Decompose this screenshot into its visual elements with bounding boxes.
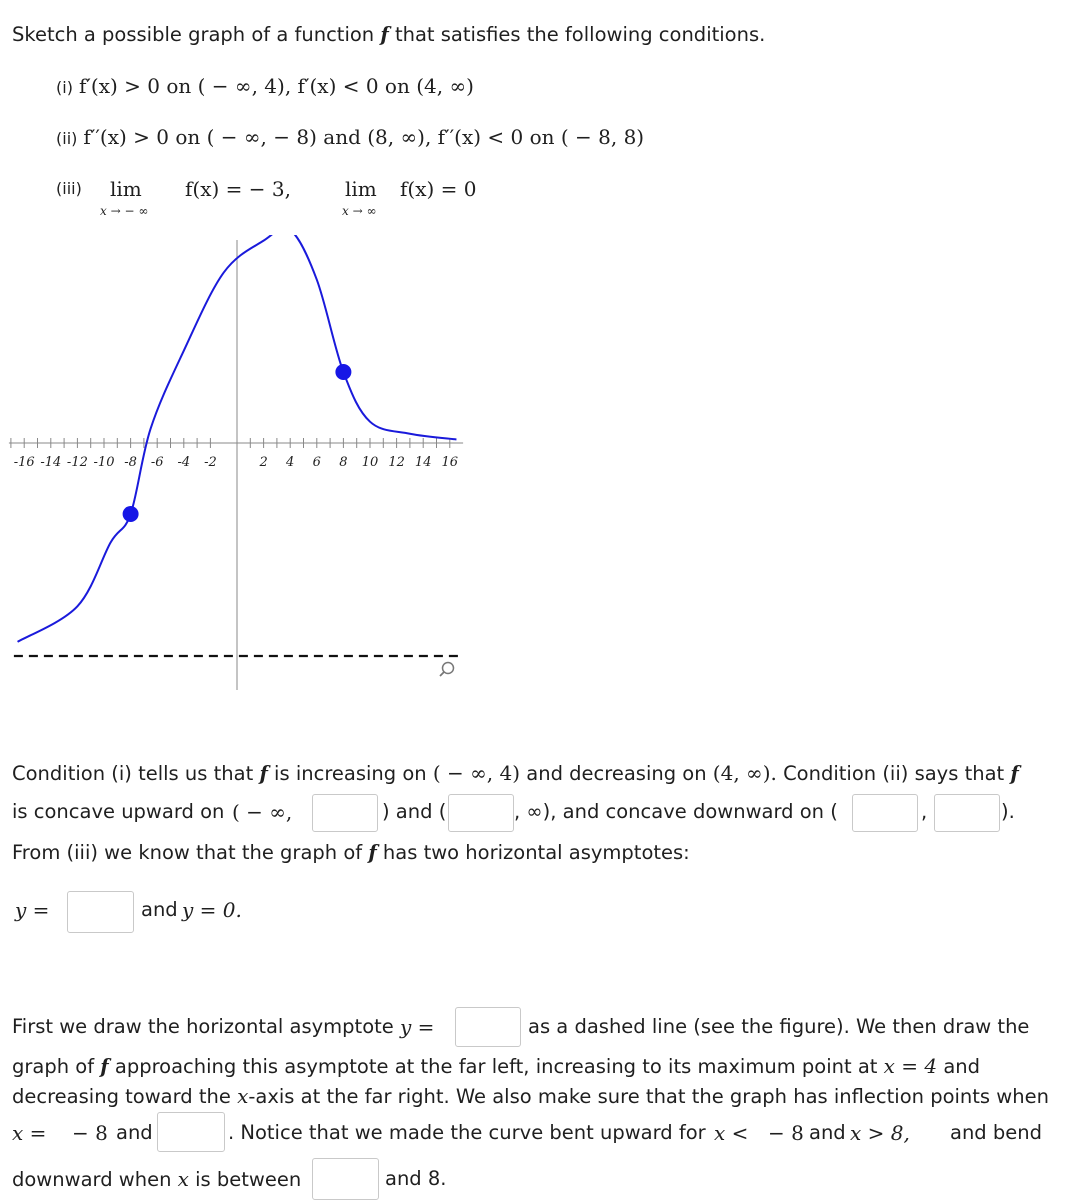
p1-s2: is increasing on bbox=[274, 762, 427, 785]
p2-a1m: y = bbox=[400, 1015, 435, 1039]
condition-iii-label: (iii) bbox=[56, 179, 82, 198]
limit-1-subscript: x → − ∞ bbox=[100, 204, 149, 218]
p1-s4: Condition (ii) says that bbox=[783, 762, 1005, 785]
p2-d7: and bbox=[809, 1121, 846, 1144]
p2-d1: x = bbox=[12, 1121, 47, 1145]
p1-m1: ( − ∞, 4) bbox=[432, 761, 521, 785]
limit-2-expression: f(x) = 0 bbox=[400, 177, 477, 201]
x-tick-label: -10 bbox=[93, 455, 115, 470]
answer-box-asymptote[interactable] bbox=[67, 891, 134, 933]
p2-c1: decreasing toward the bbox=[12, 1085, 231, 1108]
p1-f3: f bbox=[368, 841, 377, 864]
x-tick-label: 4 bbox=[286, 455, 295, 470]
answer-box-concave-down-end[interactable] bbox=[934, 794, 1000, 832]
magnifier-icon[interactable] bbox=[440, 663, 454, 677]
condition-ii-text: f′′(x) > 0 on ( − ∞, − 8) and (8, ∞), f′′(x) < 0 on ( − 8, 8) bbox=[83, 125, 645, 149]
intro-f: f bbox=[380, 23, 389, 46]
x-tick-label: 10 bbox=[361, 455, 379, 470]
p1-concave-up-text: is concave upward on bbox=[12, 800, 225, 823]
p2-d2: − 8 bbox=[72, 1121, 108, 1145]
x-tick-label: 2 bbox=[259, 455, 268, 470]
paragraph-2-line-2 bbox=[12, 1053, 980, 1080]
p2-d3: and bbox=[116, 1121, 153, 1144]
condition-ii-label: (ii) bbox=[56, 129, 78, 148]
x-tick-label: -14 bbox=[40, 455, 62, 470]
p2-e3: is between bbox=[195, 1168, 302, 1191]
x-tick-label: -4 bbox=[177, 455, 191, 470]
p1-comma: , bbox=[921, 800, 928, 823]
intro-end: that satisfies the following conditions. bbox=[394, 23, 766, 46]
p2-d8: x > 8, bbox=[850, 1121, 910, 1145]
p2-b3: and bbox=[943, 1055, 981, 1078]
inflection-point bbox=[123, 506, 139, 522]
answer-box-inflection[interactable] bbox=[157, 1112, 225, 1152]
limit-1-word: lim bbox=[110, 177, 142, 201]
limit-2-word: lim bbox=[345, 177, 377, 201]
answer-box-concave-down-between[interactable] bbox=[312, 1158, 379, 1200]
p2-a2: as a dashed line (see the figure). We then draw the bbox=[528, 1015, 1030, 1038]
p2-e4: and 8. bbox=[385, 1167, 447, 1190]
paragraph-2-line-3 bbox=[12, 1083, 1049, 1110]
p2-cm: x bbox=[237, 1084, 249, 1108]
x-tick-label: -12 bbox=[66, 455, 88, 470]
p2-d6: − 8 bbox=[768, 1121, 804, 1145]
p2-d9: and bend bbox=[950, 1121, 1042, 1144]
inflection-point bbox=[335, 364, 351, 380]
paragraph-1-line-1 bbox=[12, 760, 1019, 787]
x-tick-label: 6 bbox=[312, 455, 321, 470]
p1-concave-down-text: , ∞), and concave downward on ( bbox=[514, 800, 838, 823]
p1-and-text: ) and ( bbox=[382, 800, 447, 823]
p1-f: f bbox=[259, 762, 268, 785]
p2-b1: graph of bbox=[12, 1055, 95, 1078]
x-tick-label: -6 bbox=[150, 455, 164, 470]
paragraph-2-line-5 bbox=[12, 1166, 301, 1193]
p2-d4: . Notice that we made the curve bent upward for bbox=[228, 1121, 706, 1144]
p2-d5: x < bbox=[714, 1121, 749, 1145]
p1-s3: and decreasing on bbox=[526, 762, 707, 785]
p1-close: ). bbox=[1001, 800, 1015, 823]
asymptote-y-label: y = bbox=[15, 898, 50, 922]
x-tick-label: 16 bbox=[441, 455, 459, 470]
p1-l3b: has two horizontal asymptotes: bbox=[382, 841, 690, 864]
p1-l3a: From (iii) we know that the graph of bbox=[12, 841, 363, 864]
asymptote-and: and bbox=[141, 898, 178, 921]
p1-f2: f bbox=[1010, 762, 1019, 785]
x-tick-label: -8 bbox=[124, 455, 137, 470]
intro bbox=[12, 22, 765, 48]
x-tick-label: 14 bbox=[414, 455, 432, 470]
limit-1-expression: f(x) = − 3, bbox=[185, 177, 291, 201]
p1-m3: ( − ∞, bbox=[232, 800, 293, 824]
p2-a1: First we draw the horizontal asymptote bbox=[12, 1015, 394, 1038]
limit-2-subscript: x → ∞ bbox=[342, 204, 377, 218]
x-tick-label: -2 bbox=[204, 455, 217, 470]
x-tick-label: 12 bbox=[388, 455, 405, 470]
p1-m2: (4, ∞). bbox=[712, 761, 777, 785]
answer-box-concave-up-start[interactable] bbox=[448, 794, 514, 832]
condition-i-text: f′(x) > 0 on ( − ∞, 4), f′(x) < 0 on (4, ∞) bbox=[78, 74, 474, 98]
paragraph-1-line-3 bbox=[12, 840, 690, 866]
p2-bf: f bbox=[100, 1055, 109, 1078]
p2-c2: -axis at the far right. We also make sure that the graph has inflection points when bbox=[248, 1085, 1049, 1108]
p2-b2: approaching this asymptote at the far left, increasing to its maximum point at bbox=[114, 1055, 878, 1078]
answer-box-dashed-asymptote[interactable] bbox=[455, 1007, 521, 1047]
p2-e1: downward when bbox=[12, 1168, 172, 1191]
condition-i bbox=[56, 73, 474, 101]
asymptote-y0: y = 0. bbox=[182, 898, 242, 922]
p2-e2: x bbox=[177, 1167, 189, 1191]
answer-box-concave-down-start[interactable] bbox=[852, 794, 918, 832]
x-tick-label: -16 bbox=[13, 455, 35, 470]
x-tick-label: 8 bbox=[339, 455, 348, 470]
intro-text: Sketch a possible graph of a function bbox=[12, 23, 375, 46]
p1-s1: Condition (i) tells us that bbox=[12, 762, 254, 785]
p2-bm: x = 4 bbox=[883, 1054, 938, 1078]
condition-i-label: (i) bbox=[56, 78, 73, 97]
answer-box-concave-up-end[interactable] bbox=[312, 794, 378, 832]
function-graph bbox=[0, 235, 480, 695]
condition-ii bbox=[56, 124, 644, 152]
